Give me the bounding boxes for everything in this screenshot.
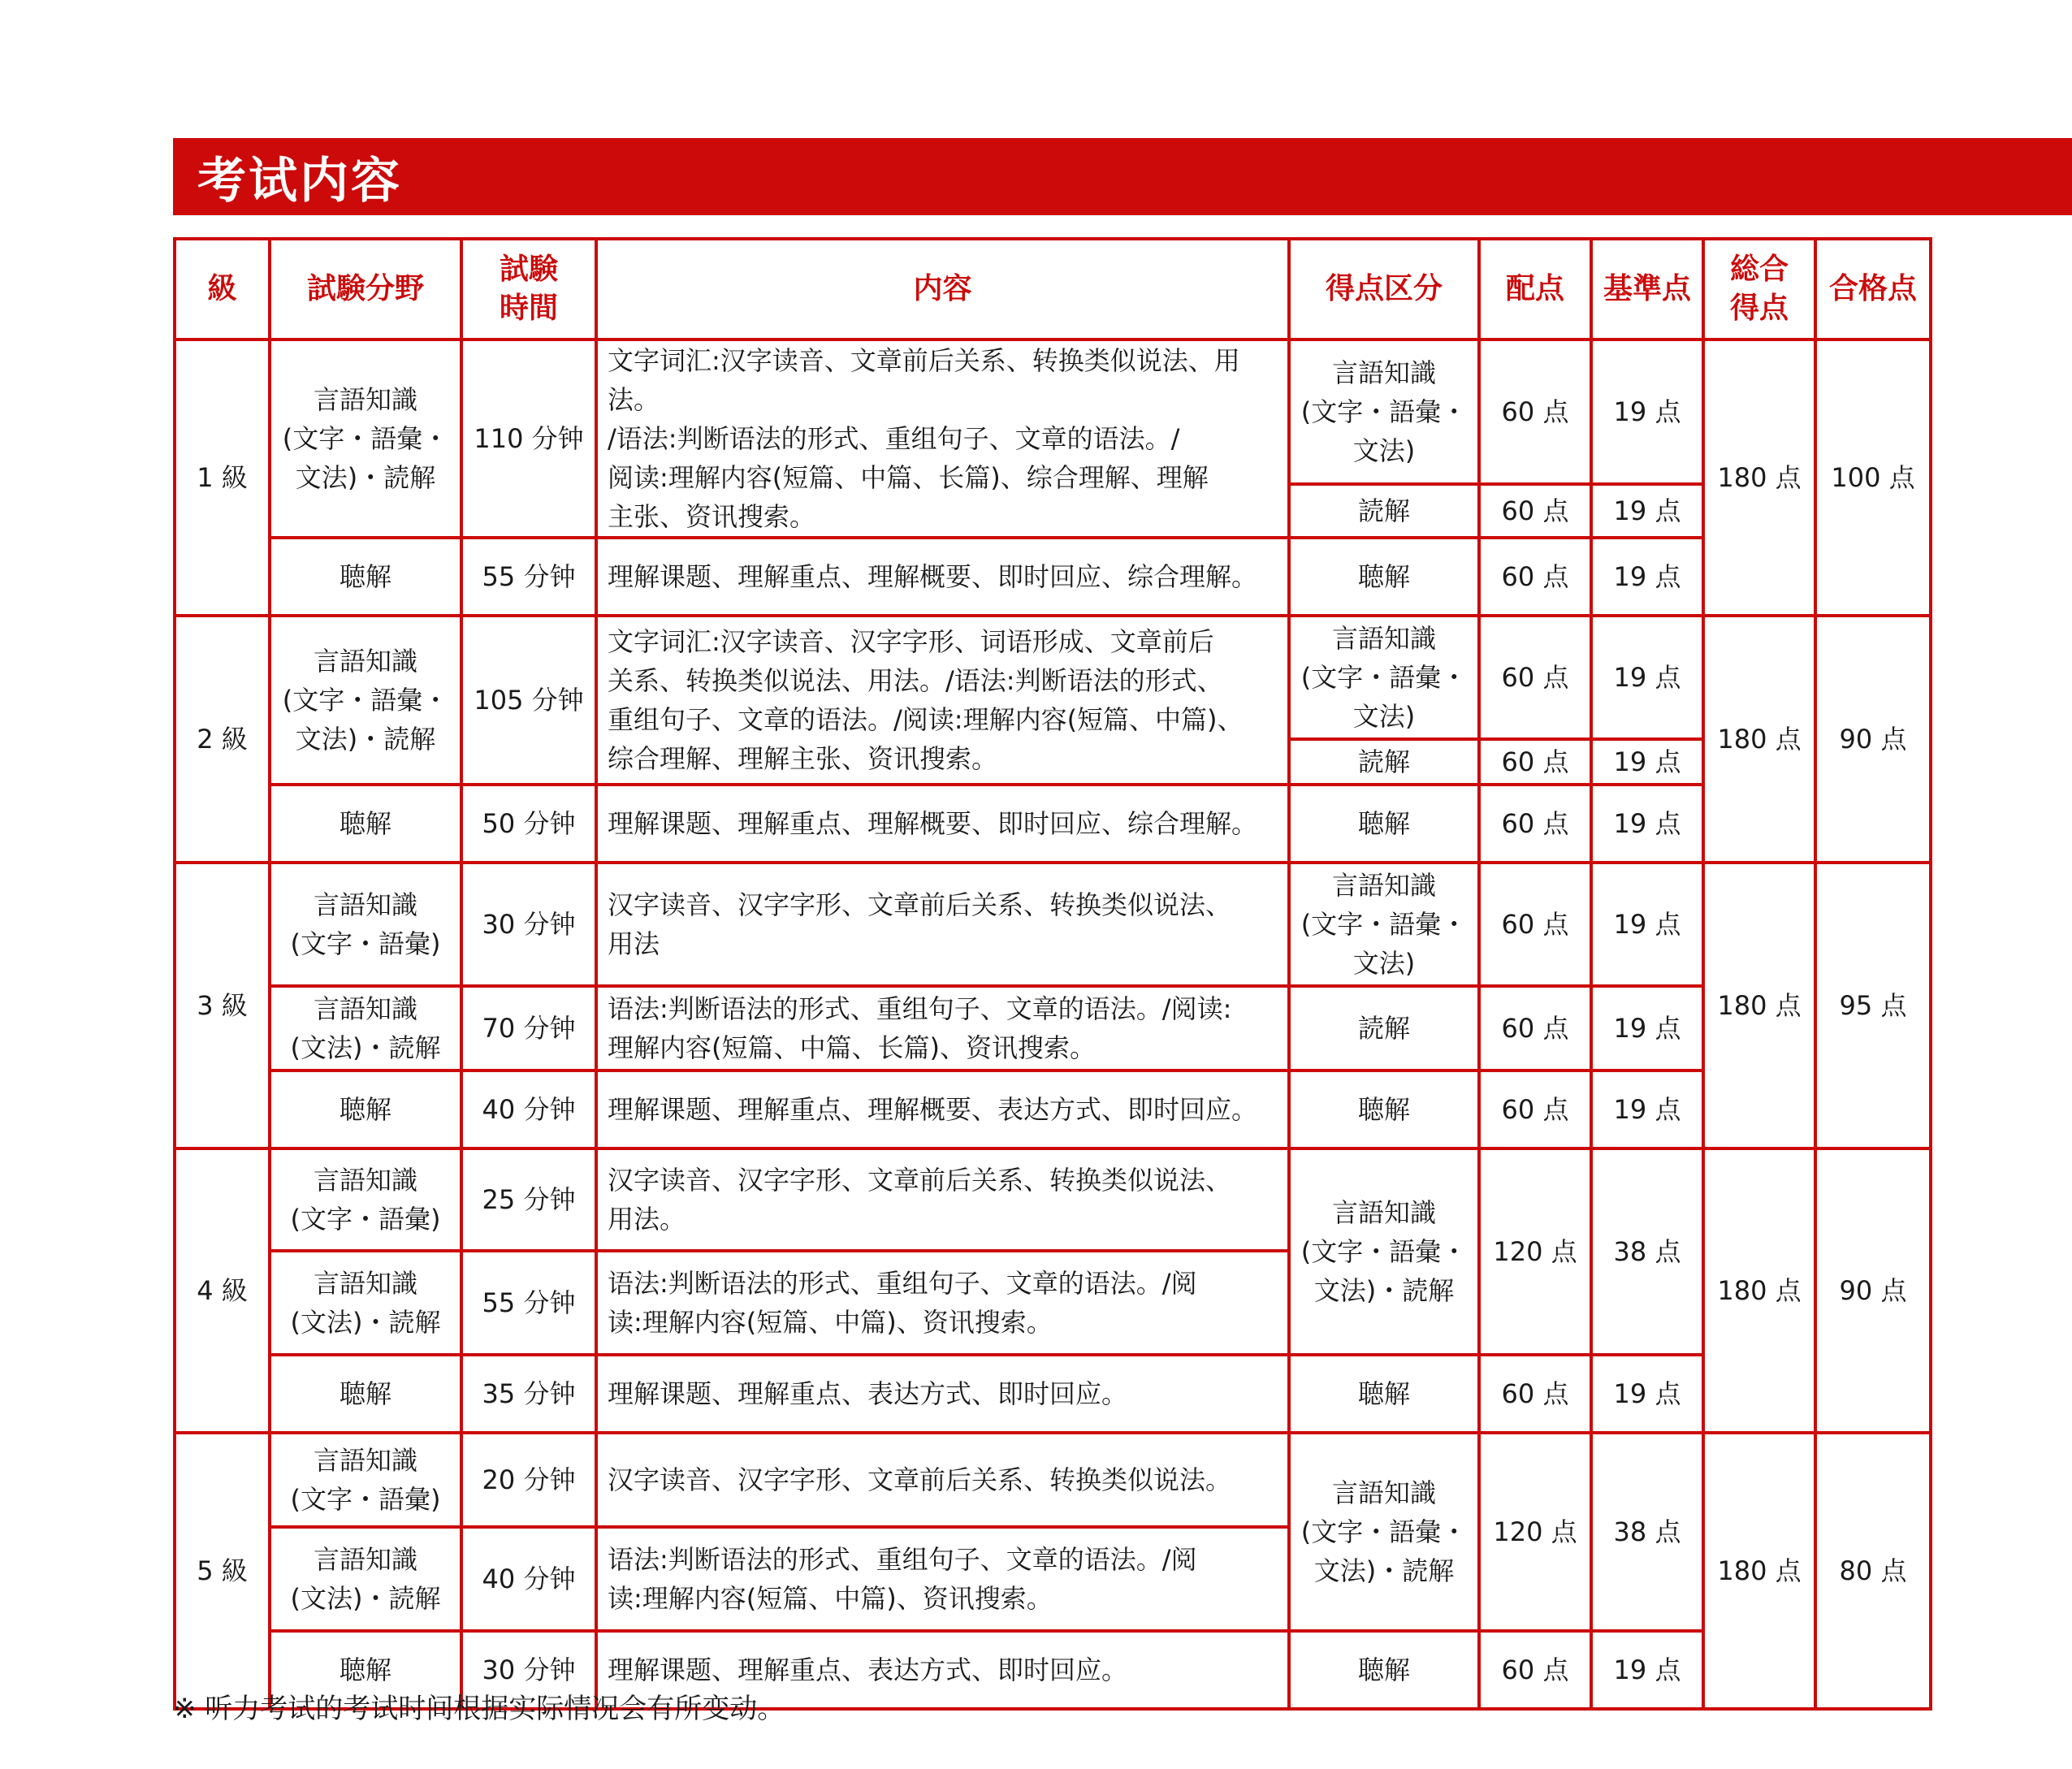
pass-cell: 100 点 [1815,340,1931,616]
table-row [175,1070,1931,1148]
section-cell: 聴解 [1289,1070,1479,1148]
table-row [175,863,1931,986]
field-cell: 聴解 [270,785,461,863]
field-cell: 言語知識 (文字・語彙・ 文法)・読解 [270,616,461,785]
time-cell: 30 分钟 [461,1631,596,1709]
section-cell: 聴解 [1289,785,1479,863]
level-cell: 3 級 [175,863,270,1148]
field-cell: 言語知識 (文法)・読解 [270,1527,461,1631]
total-cell: 180 点 [1703,340,1815,616]
time-cell: 55 分钟 [461,1251,596,1355]
field-cell: 聴解 [270,1355,461,1433]
points-cell: 60 点 [1479,616,1591,739]
section-cell: 読解 [1289,986,1479,1070]
time-cell: 110 分钟 [461,340,596,538]
total-cell: 180 点 [1703,863,1815,1148]
field-cell: 言語知識 (文字・語彙) [270,1148,461,1251]
base-cell: 19 点 [1591,538,1703,616]
level-cell: 4 級 [175,1148,270,1433]
content-cell: 理解课题、理解重点、理解概要、表达方式、即时回应。 [596,1070,1289,1148]
base-cell: 19 点 [1591,986,1703,1070]
section-cell: 言語知識 (文字・語彙・ 文法)・読解 [1289,1148,1479,1355]
footnote: ※ 听力考试的考试时间根据实际情况会有所变动。 [173,1693,785,1725]
header-total: 総合 得点 [1703,239,1815,340]
header-level: 級 [175,239,270,340]
content-cell: 理解课题、理解重点、理解概要、即时回应、综合理解。 [596,538,1289,616]
field-cell: 聴解 [270,1070,461,1148]
pass-cell: 95 点 [1815,863,1931,1148]
content-cell: 汉字读音、汉字字形、文章前后关系、转换类似说法、 用法。 [596,1148,1289,1251]
time-cell: 35 分钟 [461,1355,596,1433]
content-cell: 语法:判断语法的形式、重组句子、文章的语法。/阅 读:理解内容(短篇、中篇)、资讯搜索。 [596,1251,1289,1355]
field-cell: 言語知識 (文字・語彙) [270,1433,461,1527]
section-cell: 言語知識 (文字・語彙・ 文法)・読解 [1289,1433,1479,1631]
header-time: 試験 時間 [461,239,596,340]
base-cell: 19 点 [1591,1631,1703,1709]
section-cell: 読解 [1289,484,1479,538]
points-cell: 60 点 [1479,538,1591,616]
section-cell: 読解 [1289,739,1479,785]
total-cell: 180 点 [1703,616,1815,863]
points-cell: 60 点 [1479,1070,1591,1148]
base-cell: 19 点 [1591,785,1703,863]
table-row [175,1148,1931,1251]
points-cell: 60 点 [1479,484,1591,538]
time-cell: 25 分钟 [461,1148,596,1251]
table-row [175,340,1931,484]
header-pass: 合格点 [1815,239,1931,340]
field-cell: 言語知識 (文法)・読解 [270,986,461,1070]
table-row [175,785,1931,863]
base-cell: 19 点 [1591,1070,1703,1148]
section-cell: 言語知識 (文字・語彙・ 文法) [1289,340,1479,484]
base-cell: 38 点 [1591,1433,1703,1631]
content-cell: 理解课题、理解重点、理解概要、即时回应、综合理解。 [596,785,1289,863]
time-cell: 105 分钟 [461,616,596,785]
table-row [175,1355,1931,1433]
base-cell: 19 点 [1591,616,1703,739]
base-cell: 19 点 [1591,739,1703,785]
pass-cell: 80 点 [1815,1433,1931,1709]
points-cell: 60 点 [1479,739,1591,785]
pass-cell: 90 点 [1815,616,1931,863]
content-cell: 汉字读音、汉字字形、文章前后关系、转换类似说法、 用法 [596,863,1289,986]
base-cell: 19 点 [1591,484,1703,538]
table-header-row [175,239,1931,340]
content-cell: 语法:判断语法的形式、重组句子、文章的语法。/阅 读:理解内容(短篇、中篇)、资讯搜索。 [596,1527,1289,1631]
content-cell: 文字词汇:汉字读音、汉字字形、词语形成、文章前后 关系、转换类似说法、用法。/语法:判断语法的形式、 重组句子、文章的语法。/阅读:理解内容(短篇、中篇)、 综合理解、理解主张、资讯搜索。 [596,616,1289,785]
content-cell: 理解课题、理解重点、表达方式、即时回应。 [596,1355,1289,1433]
time-cell: 50 分钟 [461,785,596,863]
level-cell: 1 級 [175,340,270,616]
header-field: 試験分野 [270,239,461,340]
points-cell: 120 点 [1479,1433,1591,1631]
exam-content-table [173,237,1932,1711]
header-content: 内容 [596,239,1289,340]
level-cell: 5 級 [175,1433,270,1709]
points-cell: 60 点 [1479,863,1591,986]
base-cell: 19 点 [1591,863,1703,986]
points-cell: 60 点 [1479,785,1591,863]
field-cell: 聴解 [270,538,461,616]
table-row [175,538,1931,616]
time-cell: 40 分钟 [461,1070,596,1148]
content-cell: 汉字读音、汉字字形、文章前后关系、转换类似说法。 [596,1433,1289,1527]
section-cell: 聴解 [1289,538,1479,616]
table-row [175,1433,1931,1527]
header-section: 得点区分 [1289,239,1479,340]
time-cell: 40 分钟 [461,1527,596,1631]
points-cell: 60 点 [1479,986,1591,1070]
total-cell: 180 点 [1703,1433,1815,1709]
total-cell: 180 点 [1703,1148,1815,1433]
section-cell: 聴解 [1289,1355,1479,1433]
section-cell: 聴解 [1289,1631,1479,1709]
content-cell: 理解课题、理解重点、表达方式、即时回应。 [596,1631,1289,1709]
page-title: 考试内容 [197,152,402,210]
level-cell: 2 級 [175,616,270,863]
points-cell: 60 点 [1479,1355,1591,1433]
base-cell: 19 点 [1591,1355,1703,1433]
time-cell: 20 分钟 [461,1433,596,1527]
field-cell: 言語知識 (文法)・読解 [270,1251,461,1355]
points-cell: 60 点 [1479,340,1591,484]
time-cell: 30 分钟 [461,863,596,986]
section-cell: 言語知識 (文字・語彙・ 文法) [1289,616,1479,739]
points-cell: 60 点 [1479,1631,1591,1709]
time-cell: 55 分钟 [461,538,596,616]
header-points: 配点 [1479,239,1591,340]
field-cell: 聴解 [270,1631,461,1709]
table-row [175,986,1931,1070]
table-row [175,616,1931,739]
base-cell: 38 点 [1591,1148,1703,1355]
field-cell: 言語知識 (文字・語彙) [270,863,461,986]
points-cell: 120 点 [1479,1148,1591,1355]
pass-cell: 90 点 [1815,1148,1931,1433]
content-cell: 文字词汇:汉字读音、文章前后关系、转换类似说法、用法。 /语法:判断语法的形式、重组句子、文章的语法。/ 阅读:理解内容(短篇、中篇、长篇)、综合理解、理解 主张、资讯搜索。 [596,340,1289,538]
base-cell: 19 点 [1591,340,1703,484]
content-cell: 语法:判断语法的形式、重组句子、文章的语法。/阅读: 理解内容(短篇、中篇、长篇)、资讯搜索。 [596,986,1289,1070]
section-title-bar [173,138,2072,215]
field-cell: 言語知識 (文字・語彙・ 文法)・読解 [270,340,461,538]
time-cell: 70 分钟 [461,986,596,1070]
header-base: 基準点 [1591,239,1703,340]
section-cell: 言語知識 (文字・語彙・ 文法) [1289,863,1479,986]
